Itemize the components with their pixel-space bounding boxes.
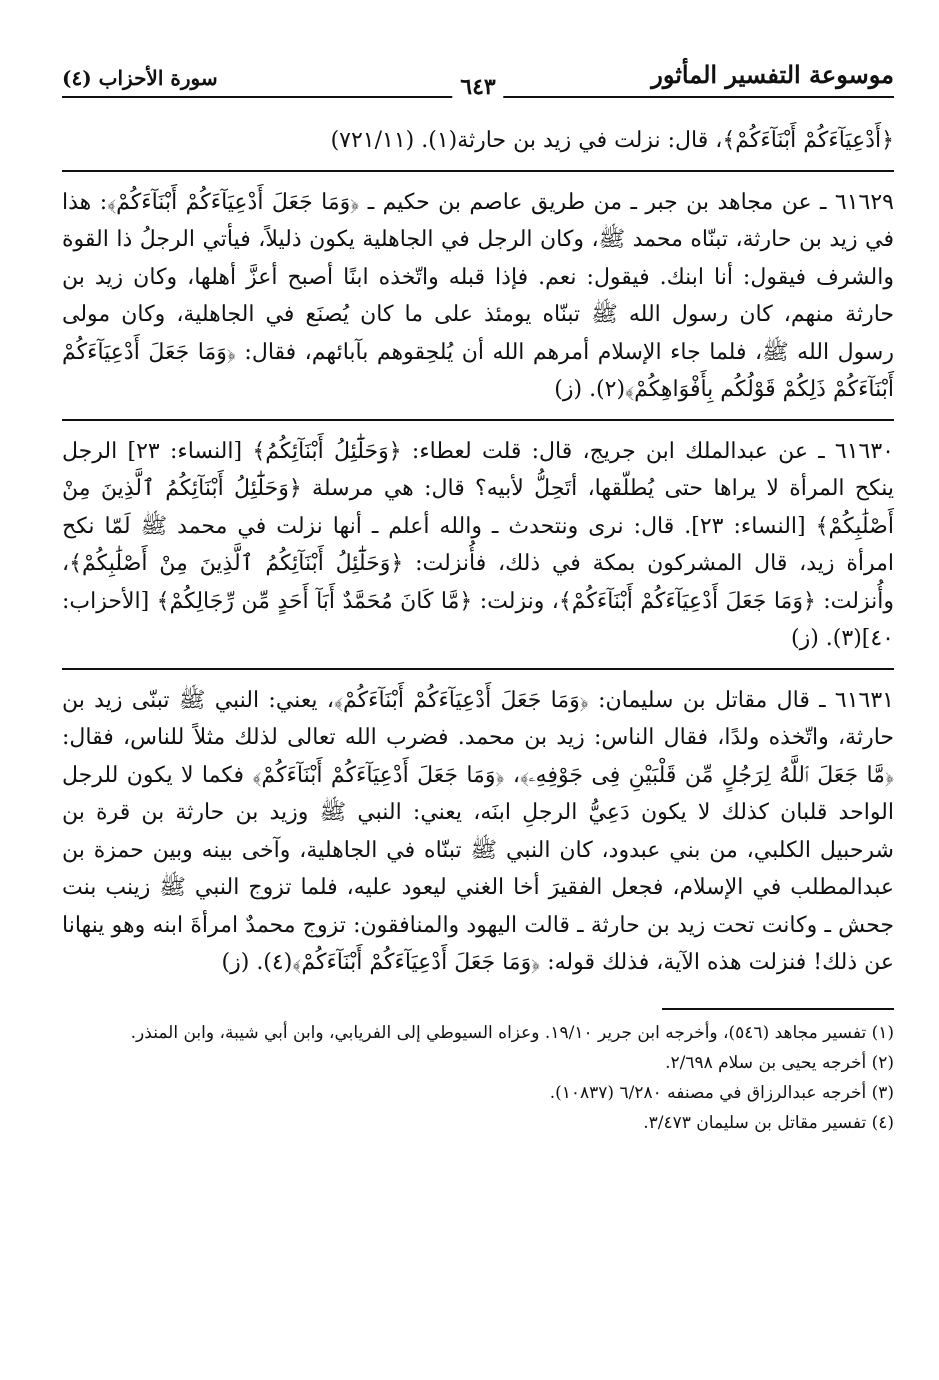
entry-61630: ٦١٦٣٠ ـ عن عبدالملك ابن جريج، قال: قلت لعطاء: ﴿وَحَلَٰٓئِلُ أَبْنَآئِكُمُ﴾ [النساء: ٢٣] الرجل ينكح المرأة لا يراها حتى يُطلّقها، أتَحِلُّ لأبيه؟ قال: هي مرسلة ﴿وَحَلَٰٓئِلُ أَبْنَآئِكُمُ ٱلَّذِينَ مِنْ أَصْلَٰبِكُمْ﴾ [النساء: ٢٣]. قال: نرى ونتحدث ـ والله أعلم ـ أنها نزلت في محمد ﷺ لَمّا نكح امرأة زيد، قال المشركون بمكة في ذلك، فأُنزلت: ﴿وَحَلَٰٓئِلُ أَبْنَآئِكُمُ ٱلَّذِينَ مِنْ أَصْلَٰبِكُمْ﴾، وأُنزلت: ﴿وَمَا جَعَلَ أَدْعِيَآءَكُمْ أَبْنَآءَكُمْ﴾، ونزلت: ﴿مَّا كَانَ مُحَمَّدٌ أَبَآ أَحَدٍ مِّن رِّجَالِكُمْ﴾ [الأحزاب: ٤٠](٣). (ز) — [62, 438, 894, 651]
entry-divider — [62, 419, 894, 421]
page-number: ٦٤٣ — [452, 74, 503, 100]
footnote-4: (٤) تفسير مقاتل بن سليمان ٣/٤٧٣. — [643, 1112, 894, 1133]
entry-61631: ٦١٦٣١ ـ قال مقاتل بن سليمان: ﴿وَمَا جَعَلَ أَدْعِيَآءَكُمْ أَبْنَآءَكُمْ﴾، يعني: النبي ﷺ تبنّى زيد بن حارثة، واتّخذه ولدًا، فقال الناس: زيد بن محمد. فضرب الله تعالى لذلك مثلاً للناس، فقال: ﴿مَّا جَعَلَ ٱللَّهُ لِرَجُلٍ مِّن قَلْبَيْنِ فِى جَوْفِهِۦ﴾، ﴿وَمَا جَعَلَ أَدْعِيَآءَكُمْ أَبْنَآءَكُمْ﴾ فكما لا يكون للرجل الواحد قلبان كذلك لا يكون دَعِيُّ الرجلِ ابنَه، يعني: النبي ﷺ وزيد بن حارثة بن قرة بن شرحبيل الكلبي، من بني عبدود، كان النبي ﷺ تبنّاه في الجاهلية، وآخى بينه وبين حمزة بن عبدالمطلب في الإسلام، فجعل الفقيرَ أخا الغني ليعود عليه، فلما تزوج النبي ﷺ زينب بنت جحش ـ وكانت تحت زيد بن حارثة ـ قالت اليهود والمنافقون: تزوج محمدٌ امرأةَ ابنه وهو ينهانا عن ذلك! فنزلت هذه الآية، فذلك قوله: ﴿وَمَا جَعَلَ أَدْعِيَآءَكُمْ أَبْنَآءَكُمْ﴾(٤). (ز) — [62, 687, 894, 975]
surah-title: سورة الأحزاب (٤) — [62, 66, 218, 90]
book-title: موسوعة التفسير المأثور — [651, 60, 894, 89]
footnote-1: (١) تفسير مجاهد (٥٤٦)، وأخرجه ابن جرير ١٩/١٠. وعزاه السيوطي إلى الفريابي، وابن أبي شيبة، وابن المنذر. — [130, 1022, 894, 1043]
entry-divider — [62, 170, 894, 172]
entry-divider — [62, 668, 894, 670]
footnote-divider — [662, 1008, 894, 1010]
footnote-2: (٢) أخرجه يحيى بن سلام ٢/٦٩٨. — [665, 1052, 894, 1073]
entry-61629: ٦١٦٢٩ ـ عن مجاهد بن جبر ـ من طريق عاصم بن حكيم ـ ﴿وَمَا جَعَلَ أَدْعِيَآءَكُمْ أَبْنَآءَكُمْ﴾: هذا في زيد بن حارثة، تبنّاه محمد ﷺ، وكان الرجل في الجاهلية يكون ذليلاً، فيأتي الرجلُ ذا القوة والشرف فيقول: أنا ابنك. فيقول: نعم. فإذا قبله واتّخذه ابنًا أصبح أعزَّ أهلها، وكان زيد بن حارثة منهم، كان رسول الله ﷺ تبنّاه يومئذ على ما كان يُصنَع في الجاهلية، وكان مولى رسول الله ﷺ، فلما جاء الإسلام أمرهم الله أن يُلحِقوهم بآبائهم، فقال: ﴿وَمَا جَعَلَ أَدْعِيَآءَكُمْ أَبْنَآءَكُمْ ذَلِكُمْ قَوْلُكُم بِأَفْوَاهِكُمْ﴾(٢). (ز) — [62, 189, 894, 402]
page — [62, 60, 894, 1350]
running-header — [62, 60, 894, 98]
paragraph-continuation: ﴿أَدْعِيَآءَكُمْ أَبْنَآءَكُمْ﴾، قال: نزلت في زيد بن حارثة(١). (٧٢١/١١) — [330, 128, 894, 153]
footnote-3: (٣) أخرجه عبدالرزاق في مصنفه ٦/٢٨٠ (١٠٨٣٧). — [549, 1082, 894, 1103]
main-text — [62, 122, 894, 982]
footnotes — [62, 1020, 894, 1136]
